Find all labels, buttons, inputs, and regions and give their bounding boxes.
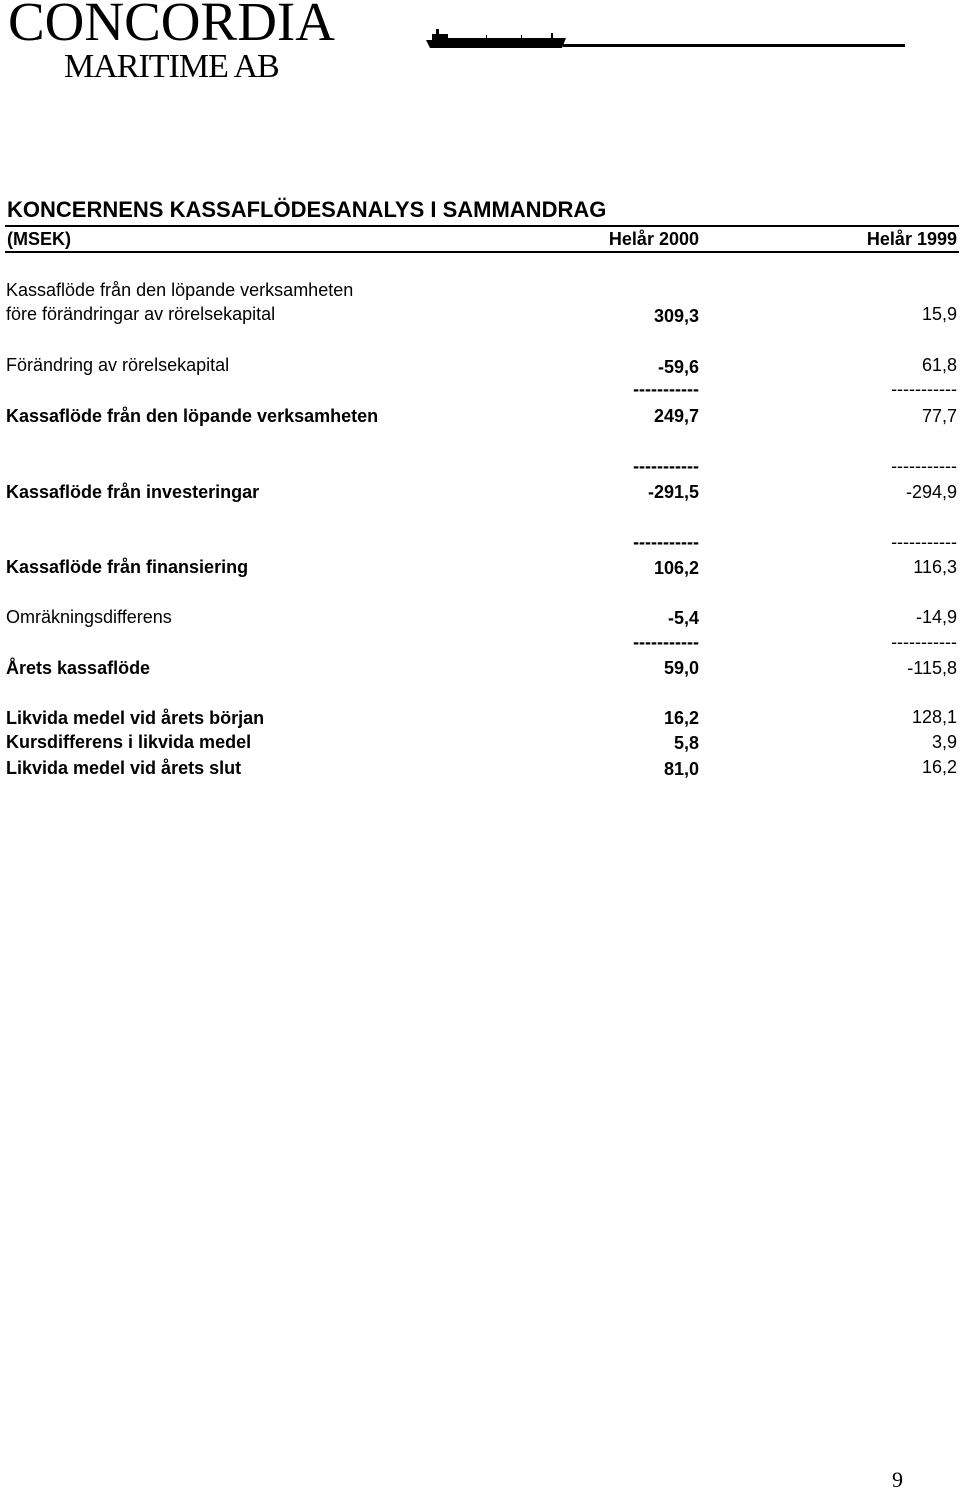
value-2000: 16,2 [663, 708, 699, 728]
row-label: Kassaflöde från investeringar [6, 482, 260, 502]
column-header-1999: Helår 1999 [866, 229, 957, 249]
value-2000: 5,8 [673, 733, 699, 753]
row-label: Kassaflöde från finansiering [6, 557, 249, 577]
separator: ----------- [891, 532, 957, 552]
value-2000: 81,0 [663, 759, 699, 779]
logo-subtitle: MARITIME AB [64, 48, 279, 85]
value-1999: 77,7 [921, 406, 957, 426]
logo-name: CONCORDIA [8, 0, 335, 52]
row-label: Omräkningsdifferens [6, 607, 172, 627]
separator: ----------- [633, 456, 699, 476]
row-label: Förändring av rörelsekapital [6, 355, 230, 375]
row-label-line2: före förändringar av rörelsekapital [6, 304, 276, 324]
company-logo [8, 0, 908, 90]
separator: ----------- [891, 379, 957, 399]
report-title: KONCERNENS KASSAFLÖDESANALYS I SAMMANDRAG [7, 197, 607, 222]
header-rule-top [5, 225, 959, 227]
value-1999: 116,3 [913, 557, 957, 577]
value-2000: -59,6 [657, 357, 699, 377]
row-label: Kassaflöde från den löpande verksamheten [6, 406, 379, 426]
page-number: 9 [892, 1467, 903, 1492]
value-1999: -115,8 [907, 658, 957, 678]
value-2000: 59,0 [663, 658, 699, 678]
column-header-2000: Helår 2000 [608, 229, 699, 249]
value-1999: -294,9 [905, 482, 957, 502]
value-1999: 16,2 [921, 757, 957, 777]
unit-label: (MSEK) [7, 229, 71, 249]
row-label: Likvida medel vid årets början [6, 708, 265, 728]
row-label: Kursdifferens i likvida medel [6, 732, 252, 752]
logo-underline [563, 44, 905, 47]
separator: ----------- [633, 632, 699, 652]
separator: ----------- [633, 379, 699, 399]
value-2000: 249,7 [653, 406, 699, 426]
separator: ----------- [891, 456, 957, 476]
header-rule-bottom [5, 251, 959, 253]
separator: ----------- [633, 532, 699, 552]
row-label-line1: Kassaflöde från den löpande verksamheten [6, 280, 354, 300]
value-1999: 15,9 [921, 304, 957, 324]
row-label: Likvida medel vid årets slut [6, 758, 242, 778]
value-2000: -5,4 [667, 608, 699, 628]
value-2000: 106,2 [653, 558, 699, 578]
value-1999: 61,8 [921, 355, 957, 375]
value-2000: -291,5 [647, 482, 699, 502]
ship-icon [426, 26, 568, 50]
value-1999: 128,1 [911, 707, 957, 727]
separator: ----------- [891, 632, 957, 652]
value-1999: 3,9 [931, 732, 957, 752]
value-2000: 309,3 [653, 306, 699, 326]
row-label: Årets kassaflöde [6, 658, 151, 678]
value-1999: -14,9 [915, 607, 957, 627]
